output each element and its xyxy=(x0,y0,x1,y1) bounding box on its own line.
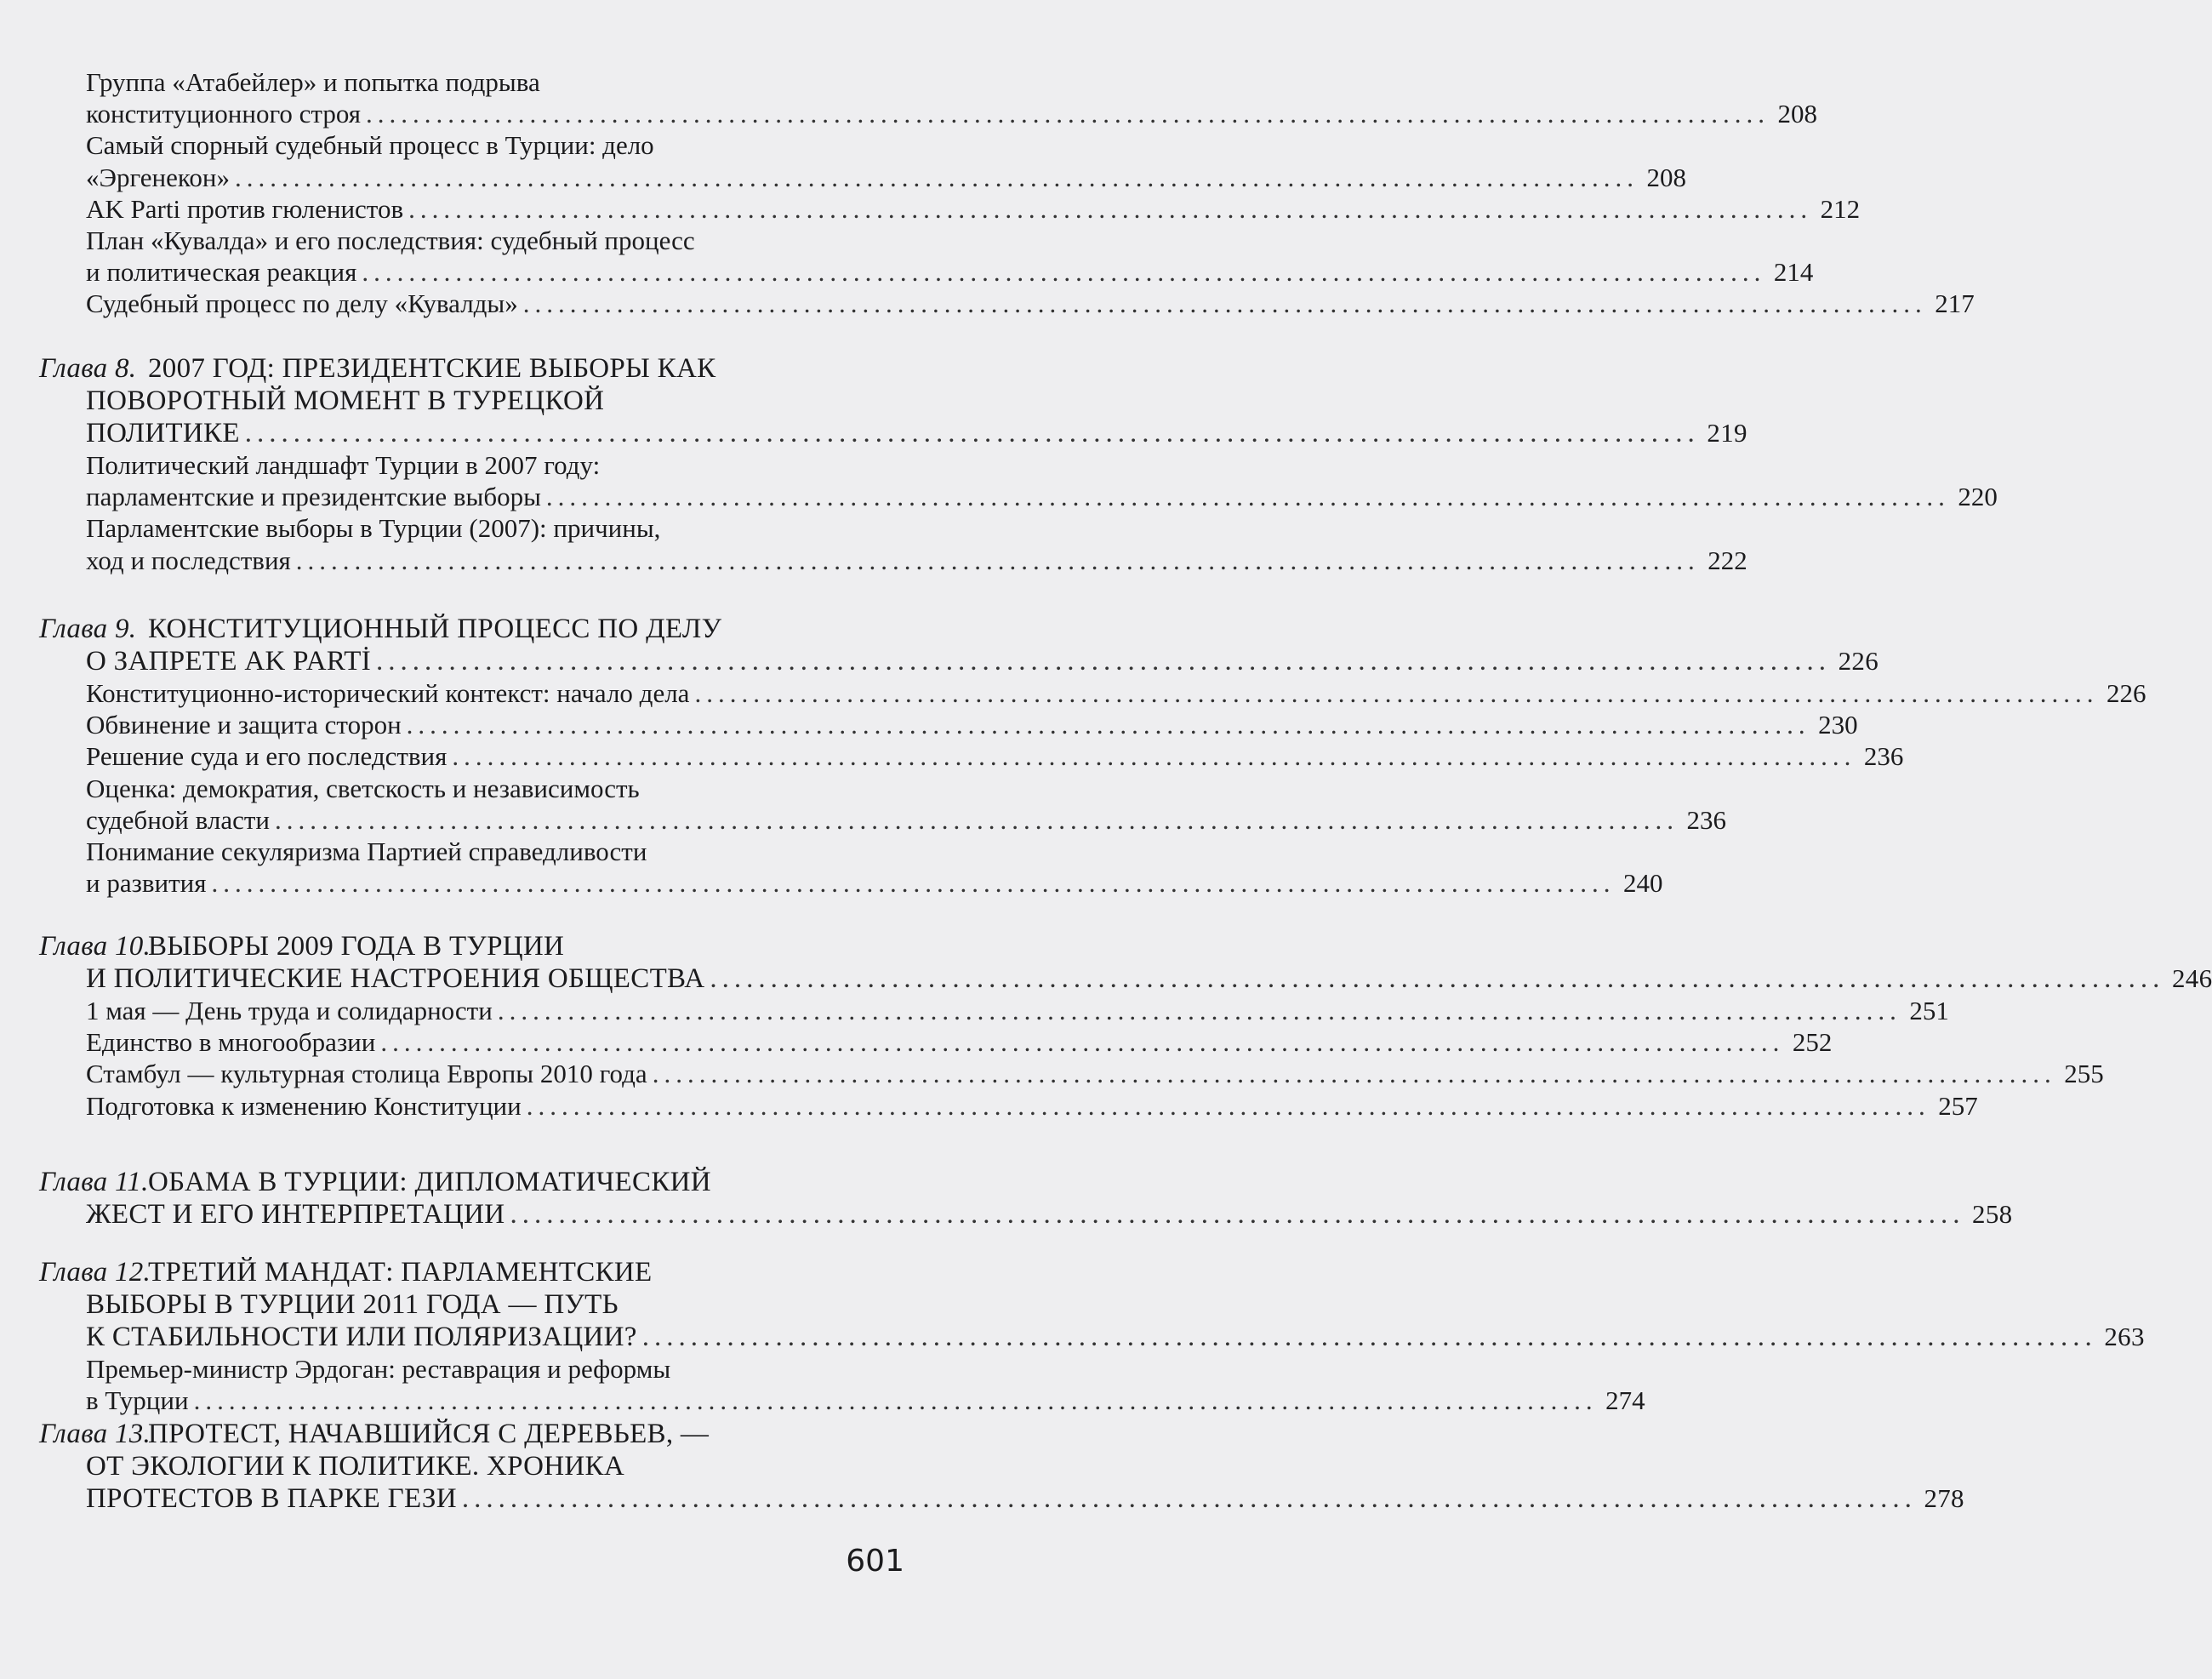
toc-entry-line xyxy=(86,995,1949,1026)
toc-entry-text: План «Кувалда» и его последствия: судебный процесс xyxy=(86,225,695,255)
toc-entry-text: Конституционно-исторический контекст: начало дела xyxy=(86,678,690,708)
toc-page-number: 251 xyxy=(1909,996,1949,1025)
toc-page-number: 257 xyxy=(1938,1090,1978,1121)
toc-entry xyxy=(39,1090,1978,1122)
toc-entry-line xyxy=(86,512,915,544)
chapter-title-line xyxy=(86,962,2212,995)
dot-leader: ........................................................................................................................ xyxy=(652,1059,2056,1089)
toc-entry-line xyxy=(86,98,1818,129)
toc-entry xyxy=(39,1353,1645,1416)
toc-entry-line xyxy=(86,256,1814,288)
dot-leader: ........................................................................................................................ xyxy=(408,193,1813,224)
chapter-title-line xyxy=(86,1482,1964,1515)
toc-entry xyxy=(39,193,1861,225)
toc-page-number: 230 xyxy=(1818,710,1858,740)
chapter-title-text: ВЫБОРЫ 2009 ГОДА В ТУРЦИИ xyxy=(148,931,565,962)
chapter-title-line xyxy=(39,930,915,962)
chapter-block xyxy=(39,352,1998,576)
toc-entry xyxy=(39,1058,2104,1089)
chapter-title-text: КОНСТИТУЦИОННЫЙ ПРОЦЕСС ПО ДЕЛУ xyxy=(148,614,722,644)
chapter-title-text: ОТ ЭКОЛОГИИ К ПОЛИТИКЕ. ХРОНИКА xyxy=(86,1451,624,1482)
toc-entry-text: Самый спорный судебный процесс в Турции: дело xyxy=(86,130,654,161)
chapter-title-text: ПОВОРОТНЫЙ МОМЕНТ В ТУРЕЦКОЙ xyxy=(86,385,605,416)
toc-entry-line xyxy=(86,288,1975,319)
toc-page-number: 255 xyxy=(2064,1059,2104,1089)
toc-entry-text: конституционного строя xyxy=(86,99,362,129)
toc-entry-text: и развития xyxy=(86,868,207,899)
chapter-label: Глава 10. xyxy=(39,931,151,962)
toc-page-number: 208 xyxy=(1777,99,1818,129)
dot-leader: ........................................................................................................................ xyxy=(244,418,1700,448)
toc-page-number: 214 xyxy=(1773,257,1814,288)
dot-leader: ........................................................................................................................ xyxy=(193,1385,1598,1416)
toc-entry-line xyxy=(86,225,915,256)
toc-page-number: 252 xyxy=(1792,1027,1833,1058)
toc-page-number: 226 xyxy=(2106,678,2146,708)
toc-entry xyxy=(39,512,1747,575)
toc-entry xyxy=(39,449,1998,512)
toc-entry xyxy=(39,129,1686,192)
toc-entry xyxy=(39,836,1663,899)
toc-page-number: 217 xyxy=(1935,288,1975,319)
dot-leader: ........................................................................................................................ xyxy=(295,545,1700,575)
dot-leader: ........................................................................................................................ xyxy=(452,741,1856,772)
dot-leader: ........................................................................................................................ xyxy=(366,99,1770,129)
toc-entry-line xyxy=(86,773,915,804)
toc-entry-line xyxy=(86,66,915,98)
chapter-title-text: ПОЛИТИКЕ xyxy=(86,418,240,448)
chapter-title-line xyxy=(39,613,915,645)
continued-entries xyxy=(39,66,1975,320)
dot-leader: ........................................................................................................................ xyxy=(376,646,1831,677)
chapter-title-line xyxy=(39,1166,915,1198)
toc-entry-line xyxy=(86,1353,915,1385)
chapter-label: Глава 11. xyxy=(39,1167,149,1197)
toc-entry-text: Парламентские выборы в Турции (2007): причины, xyxy=(86,513,661,544)
chapter-title-line xyxy=(86,417,1747,449)
dot-leader: ........................................................................................................................ xyxy=(510,1199,1965,1230)
toc-entry-text: Обвинение и защита сторон xyxy=(86,710,402,740)
dot-leader: ........................................................................................................................ xyxy=(461,1483,1917,1514)
toc-page-number: 212 xyxy=(1820,193,1861,224)
toc-entry xyxy=(39,677,2146,709)
toc-entry-line xyxy=(86,162,1686,193)
toc-entry-text: «Эргенекон» xyxy=(86,162,230,192)
chapter-title-text: К СТАБИЛЬНОСТИ ИЛИ ПОЛЯРИЗАЦИИ? xyxy=(86,1322,637,1352)
toc-entry-text: Решение суда и его последствия xyxy=(86,741,448,772)
toc-entry-line xyxy=(86,1090,1978,1122)
toc-entry-line xyxy=(86,836,915,867)
toc-entry-text: ход и последствия xyxy=(86,545,291,575)
chapter-title-text: ТРЕТИЙ МАНДАТ: ПАРЛАМЕНТСКИЕ xyxy=(148,1257,653,1288)
toc-entry-line xyxy=(86,740,1904,772)
chapter-block xyxy=(39,930,2212,1122)
toc-entry-line xyxy=(86,867,1663,899)
chapter-page-number: 219 xyxy=(1707,418,1747,448)
toc-entry-text: Подготовка к изменению Конституции xyxy=(86,1090,522,1121)
dot-leader: ........................................................................................................................ xyxy=(497,996,1901,1025)
toc-entry-text: Понимание секуляризма Партией справедливости xyxy=(86,836,647,866)
chapter-label: Глава 12. xyxy=(39,1257,151,1288)
toc-entry-text: Премьер-министр Эрдоган: реставрация и реформы xyxy=(86,1354,671,1384)
toc-entry-text: Оценка: демократия, светскость и независимость xyxy=(86,773,640,803)
toc-page-number: 274 xyxy=(1605,1385,1645,1416)
chapter-title-line xyxy=(86,1450,915,1482)
chapter-title-text: 2007 ГОД: ПРЕЗИДЕНТСКИЕ ВЫБОРЫ КАК xyxy=(148,353,716,384)
toc-entry xyxy=(39,1026,1833,1058)
toc-entry-line xyxy=(86,193,1861,225)
toc-entry-text: в Турции xyxy=(86,1385,189,1416)
toc-entry-line xyxy=(86,1026,1833,1058)
dot-leader: ........................................................................................................................ xyxy=(522,288,1927,319)
chapter-title-line xyxy=(39,352,915,385)
chapter-title-line xyxy=(86,645,1878,677)
chapter-block xyxy=(39,613,2146,899)
chapter-block xyxy=(39,1256,2145,1416)
toc-entry-text: Единство в многообразии xyxy=(86,1027,376,1058)
chapter-block xyxy=(39,1418,1964,1515)
dot-leader: ........................................................................................................................ xyxy=(362,257,1766,288)
toc-page-number: 236 xyxy=(1863,741,1904,772)
chapter-title-text: ВЫБОРЫ В ТУРЦИИ 2011 ГОДА — ПУТЬ xyxy=(86,1289,619,1320)
chapter-title-line xyxy=(39,1418,915,1450)
dot-leader: ........................................................................................................................ xyxy=(211,868,1616,899)
toc-entry-line xyxy=(86,709,1858,740)
toc-entry-line xyxy=(86,804,1726,836)
toc-page-number: 222 xyxy=(1707,545,1747,575)
dot-leader: ........................................................................................................................ xyxy=(694,678,2099,708)
toc-entry-line xyxy=(86,1385,1645,1416)
toc-entry-line xyxy=(86,449,915,481)
dot-leader: ........................................................................................................................ xyxy=(545,482,1950,512)
chapter-page-number: 263 xyxy=(2104,1322,2145,1351)
toc-entry-line xyxy=(86,481,1998,512)
chapter-title-line xyxy=(86,1198,2013,1231)
toc-entry-line xyxy=(86,1058,2104,1089)
toc-entry-text: парламентские и президентские выборы xyxy=(86,482,541,512)
toc-entry-text: и политическая реакция xyxy=(86,257,357,288)
chapter-title-text: И ПОЛИТИЧЕСКИЕ НАСТРОЕНИЯ ОБЩЕСТВА xyxy=(86,963,705,994)
chapter-title-line xyxy=(86,385,915,417)
page-number: 601 xyxy=(846,1544,904,1579)
chapter-block xyxy=(39,1166,2013,1231)
toc-entry-line xyxy=(86,129,915,161)
chapter-label: Глава 8. xyxy=(39,353,137,384)
toc-entry-text: Стамбул — культурная столица Европы 2010 года xyxy=(86,1059,647,1089)
toc-page-number: 236 xyxy=(1686,804,1726,835)
toc-page-number: 208 xyxy=(1646,162,1686,192)
toc-entry-text: 1 мая — День труда и солидарности xyxy=(86,996,493,1025)
dot-leader: ........................................................................................................................ xyxy=(526,1090,1930,1121)
toc-entry xyxy=(39,225,1814,288)
chapter-title-line xyxy=(86,1288,915,1321)
dot-leader: ........................................................................................................................ xyxy=(406,710,1810,740)
toc-entry xyxy=(39,773,1726,836)
chapter-title-text: ПРОТЕСТ, НАЧАВШИЙСЯ С ДЕРЕВЬЕВ, — xyxy=(148,1419,710,1449)
chapter-page-number: 278 xyxy=(1924,1483,1964,1513)
toc-entry-text: Судебный процесс по делу «Кувалды» xyxy=(86,288,518,319)
toc-entry xyxy=(39,995,1949,1026)
toc-entry-line xyxy=(86,545,1747,576)
chapter-title-line xyxy=(39,1256,915,1288)
chapter-page-number: 258 xyxy=(1972,1199,2013,1229)
toc-entry xyxy=(39,66,1818,129)
chapter-page-number: 246 xyxy=(2171,963,2212,993)
toc-entry-text: Политический ландшафт Турции в 2007 году: xyxy=(86,450,601,480)
dot-leader: ........................................................................................................................ xyxy=(275,804,1679,835)
chapter-title-text: ЖЕСТ И ЕГО ИНТЕРПРЕТАЦИИ xyxy=(86,1199,505,1230)
dot-leader: ........................................................................................................................ xyxy=(710,963,2165,994)
dot-leader: ........................................................................................................................ xyxy=(234,162,1639,192)
toc-entry xyxy=(39,709,1858,740)
toc-entry-line xyxy=(86,677,2146,709)
dot-leader: ........................................................................................................................ xyxy=(641,1322,2097,1352)
toc-entry-text: Группа «Атабейлер» и попытка подрыва xyxy=(86,67,540,97)
toc-page-number: 220 xyxy=(1958,482,1998,512)
chapter-label: Глава 9. xyxy=(39,614,137,644)
toc-page-number: 240 xyxy=(1622,868,1663,899)
toc-entry xyxy=(39,740,1904,772)
chapter-title-line xyxy=(86,1321,2145,1353)
chapter-title-text: ОБАМА В ТУРЦИИ: ДИПЛОМАТИЧЕСКИЙ xyxy=(148,1167,711,1197)
toc-entry-text: AK Parti против гюленистов xyxy=(86,193,404,224)
chapter-page-number: 226 xyxy=(1838,646,1878,676)
dot-leader: ........................................................................................................................ xyxy=(380,1027,1785,1058)
toc-entry-text: судебной власти xyxy=(86,804,270,835)
chapter-title-text: ПРОТЕСТОВ В ПАРКЕ ГЕЗИ xyxy=(86,1483,457,1514)
chapter-title-text: О ЗАПРЕТЕ AK PARTİ xyxy=(86,646,371,677)
chapter-label: Глава 13. xyxy=(39,1419,151,1449)
toc-entry xyxy=(39,288,1975,319)
